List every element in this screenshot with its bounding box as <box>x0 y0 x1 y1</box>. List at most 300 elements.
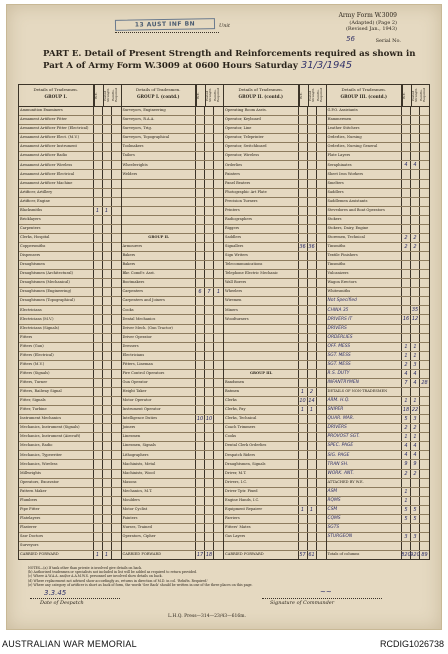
table-row <box>327 170 430 179</box>
row-value <box>94 170 103 178</box>
row-label: Stokers, Dairy, Engine <box>327 225 403 233</box>
row-value <box>299 451 308 459</box>
row-value <box>317 252 326 260</box>
row-value <box>420 161 429 169</box>
row-value <box>196 451 205 459</box>
note-line: (c) Where A.W.A.A. and/or A.A.M.W.S. personnel are involved show details on back. <box>28 574 163 579</box>
row-label: Operators, Cipher <box>122 533 197 541</box>
row-value <box>112 252 121 260</box>
row-value <box>112 551 121 559</box>
row-label: Bandsmen <box>224 379 299 387</box>
row-value <box>112 451 121 459</box>
table-row <box>224 470 326 479</box>
row-value <box>308 306 317 314</box>
row-value <box>299 370 308 378</box>
row-value <box>103 479 112 487</box>
table-row <box>224 451 326 460</box>
serial-value: 56 <box>346 35 355 43</box>
row-label: Operator, Switchboard <box>224 143 299 151</box>
row-value <box>402 334 411 342</box>
row-value <box>317 288 326 296</box>
row-value <box>103 542 112 550</box>
row-value <box>299 198 308 206</box>
row-value <box>308 279 317 287</box>
row-value: 2 <box>402 424 411 432</box>
row-value <box>196 170 205 178</box>
row-label: Armament Artificer Radio <box>19 152 94 160</box>
row-value <box>420 279 429 287</box>
row-value <box>205 216 214 224</box>
row-label: Mechanics, Instrument (Signals) <box>19 424 94 432</box>
table-row <box>327 334 430 343</box>
row-value: 6 <box>196 288 205 296</box>
header-label <box>19 85 94 106</box>
row-value <box>112 388 121 396</box>
table-row <box>224 297 326 306</box>
row-value <box>112 424 121 432</box>
row-label: Dental Clerk Orderlies <box>224 442 299 450</box>
row-value: 3 <box>411 533 420 541</box>
row-value <box>103 424 112 432</box>
row-value: 820 <box>401 552 411 559</box>
row-value <box>420 288 429 296</box>
row-label: Nurses, Trained <box>122 524 197 532</box>
row-value <box>420 325 429 333</box>
row-value <box>112 479 121 487</box>
row-value <box>308 234 317 242</box>
row-label: Seraphinates <box>327 161 403 169</box>
row-value: 89 <box>421 552 428 559</box>
table-row <box>224 143 326 152</box>
row-value <box>112 506 121 514</box>
row-label: DETAILS OF NON-TRADESMEN <box>327 388 403 396</box>
title-main: PART E. Detail of Present Strength and Reinforcements required as shown in Part A of Army Form W.3009 at 0600 Hours Saturday <box>43 49 416 71</box>
row-label: Painters <box>224 170 299 178</box>
row-value <box>214 379 223 387</box>
note-line: (e) Where any category of artificer is short as back of form, the words 'See Back' should be written in one of the three places on this page. <box>28 582 253 587</box>
row-value <box>402 134 411 142</box>
row-value <box>94 325 103 333</box>
table-row <box>19 279 121 288</box>
row-label: Printers <box>224 207 299 215</box>
row-label: Joiners <box>122 424 197 432</box>
row-label: Lithographers <box>122 451 197 459</box>
row-value: 1 <box>299 506 308 514</box>
row-label: Fitters (Electrical) <box>19 352 94 360</box>
table-row <box>224 551 326 559</box>
row-value <box>112 325 121 333</box>
row-label: Telephone Electric Mechanic <box>224 270 299 278</box>
row-label: Tailors <box>122 152 197 160</box>
row-label: Linesmen, Signals <box>122 442 197 450</box>
row-label <box>224 542 299 550</box>
table-row <box>19 388 121 397</box>
row-value: 1 <box>216 289 221 296</box>
row-value <box>308 225 317 233</box>
table-row <box>19 198 121 207</box>
row-value <box>112 243 121 251</box>
row-value <box>196 225 205 233</box>
table-row <box>224 388 326 397</box>
table-row <box>19 270 121 279</box>
table-row <box>122 207 224 216</box>
row-value: 3 <box>402 533 411 541</box>
row-value <box>205 234 214 242</box>
table-row <box>224 279 326 288</box>
table-row <box>122 515 224 524</box>
row-value <box>103 406 112 414</box>
row-value <box>420 433 429 441</box>
row-value <box>299 442 308 450</box>
table-row <box>122 198 224 207</box>
row-label: SNIPER <box>327 406 403 414</box>
row-label: Gun Operator <box>122 379 197 387</box>
row-value <box>214 388 223 396</box>
table-row <box>327 506 430 515</box>
row-value <box>308 442 317 450</box>
row-label: Clerks, Pay <box>224 406 299 414</box>
row-value <box>317 325 326 333</box>
row-value <box>299 161 308 169</box>
row-value <box>112 397 121 405</box>
row-label <box>122 207 197 215</box>
row-label: CSM <box>327 506 403 514</box>
row-value <box>196 216 205 224</box>
row-value <box>308 533 317 541</box>
archive-id: RCDIG1026738 <box>379 639 444 649</box>
table-row <box>327 189 430 198</box>
dispatch-label: Date of Despatch <box>40 600 84 606</box>
row-value <box>317 506 326 514</box>
table-row <box>224 288 326 297</box>
signature-label: Signature of Commander <box>270 600 335 606</box>
row-value <box>308 433 317 441</box>
table-row <box>327 325 430 334</box>
row-label: Saddlemen Assistants <box>327 198 403 206</box>
row-label: Height Taker <box>122 388 197 396</box>
row-value <box>402 524 411 532</box>
table-row <box>19 288 121 297</box>
row-label: Moulders <box>122 497 197 505</box>
row-value <box>420 406 429 414</box>
table-row <box>224 424 326 433</box>
row-value <box>420 170 429 178</box>
row-label: Tinsmiths <box>327 243 403 251</box>
row-label: SGTS <box>327 524 403 532</box>
table-row <box>224 442 326 451</box>
row-value <box>103 442 112 450</box>
row-value: 4 <box>402 370 411 378</box>
row-value <box>196 252 205 260</box>
row-value <box>308 216 317 224</box>
row-value <box>214 279 223 287</box>
row-value <box>317 116 326 124</box>
row-value <box>299 125 308 133</box>
row-value <box>94 315 103 323</box>
row-value <box>205 189 214 197</box>
row-label: Electricians (Signals) <box>19 325 94 333</box>
row-value <box>196 243 205 251</box>
row-value <box>402 116 411 124</box>
row-value <box>112 370 121 378</box>
table-row <box>224 189 326 198</box>
row-value <box>94 343 103 351</box>
table-row <box>122 460 224 469</box>
row-value <box>103 152 112 160</box>
row-label: Mechanics, Wireless <box>19 460 94 468</box>
table-row <box>19 451 121 460</box>
row-value <box>411 143 420 151</box>
row-value <box>420 542 429 550</box>
row-label: Toolmakers <box>122 143 197 151</box>
row-value <box>103 352 112 360</box>
row-value <box>205 352 214 360</box>
row-value <box>94 442 103 450</box>
row-value <box>299 279 308 287</box>
row-value <box>103 107 112 115</box>
row-value <box>112 198 121 206</box>
row-value <box>94 533 103 541</box>
row-value <box>299 315 308 323</box>
header-details: Details of Tradesmen. <box>33 87 79 92</box>
row-value <box>317 343 326 351</box>
row-value <box>317 279 326 287</box>
row-value <box>402 388 411 396</box>
row-value <box>299 297 308 305</box>
row-value: 1 <box>402 343 411 351</box>
row-value <box>112 352 121 360</box>
row-value <box>103 116 112 124</box>
row-value <box>308 524 317 532</box>
table-row <box>224 533 326 542</box>
row-value <box>317 479 326 487</box>
table-row <box>327 134 430 143</box>
row-label: Surveyors, Trig. <box>122 125 197 133</box>
table-row <box>224 152 326 161</box>
row-value <box>94 243 103 251</box>
row-value <box>214 170 223 178</box>
row-label: Fitters, Railway Signal <box>19 388 94 396</box>
row-value <box>308 542 317 550</box>
table-row <box>224 270 326 279</box>
row-label <box>122 189 197 197</box>
table-row <box>19 243 121 252</box>
table-row <box>19 397 121 406</box>
row-value <box>94 198 103 206</box>
table-row <box>122 479 224 488</box>
row-value <box>308 207 317 215</box>
row-value: 4 <box>411 161 420 169</box>
row-label <box>224 334 299 342</box>
row-value <box>94 379 103 387</box>
unit-line <box>115 32 219 33</box>
row-value <box>94 234 103 242</box>
table-row <box>327 198 430 207</box>
row-value <box>299 379 308 387</box>
row-value <box>308 170 317 178</box>
table-row <box>122 288 224 297</box>
table-row <box>327 243 430 252</box>
row-value <box>94 134 103 142</box>
row-value <box>402 189 411 197</box>
row-value <box>112 515 121 523</box>
row-value <box>196 488 205 496</box>
row-value <box>214 270 223 278</box>
row-value <box>103 180 112 188</box>
archive-name: AUSTRALIAN WAR MEMORIAL <box>2 639 137 649</box>
row-label: Wheelwrights <box>122 161 197 169</box>
row-value <box>299 134 308 142</box>
row-value <box>94 460 103 468</box>
row-label: DRIVERS IT <box>327 315 403 323</box>
row-label: Wagon Erectors <box>327 279 403 287</box>
table-row <box>19 479 121 488</box>
row-label: Machinists, Wood <box>122 470 197 478</box>
table-row <box>224 225 326 234</box>
table-row <box>224 515 326 524</box>
row-label: CARRIED FORWARD <box>19 551 94 559</box>
table-row <box>224 243 326 252</box>
row-label: ASM <box>327 488 403 496</box>
table-row <box>19 216 121 225</box>
table-row <box>122 397 224 406</box>
row-value <box>308 152 317 160</box>
row-value <box>196 279 205 287</box>
row-label: Coppersmiths <box>19 243 94 251</box>
row-value <box>214 134 223 142</box>
table-row <box>19 107 121 116</box>
row-value <box>411 207 420 215</box>
row-value <box>94 479 103 487</box>
row-value <box>308 470 317 478</box>
print-code: L.H.Q. Press—314—23/43—616m. <box>168 614 246 619</box>
table-row <box>224 216 326 225</box>
header-subcolumn: Reinfts. Required <box>419 88 427 103</box>
row-value <box>205 198 214 206</box>
table-row <box>327 279 430 288</box>
row-value <box>196 315 205 323</box>
row-label: Carpenters and Joiners <box>122 297 197 305</box>
table-row <box>327 388 430 397</box>
row-value <box>299 415 308 423</box>
row-value <box>112 216 121 224</box>
column-header <box>122 85 224 107</box>
row-value <box>317 460 326 468</box>
row-value <box>214 252 223 260</box>
row-value <box>103 533 112 541</box>
form-line: (Adapted) (Page 2) <box>349 19 397 26</box>
row-label <box>224 361 299 369</box>
row-value <box>411 388 420 396</box>
row-label: Carpenters <box>19 225 94 233</box>
row-label: Clerks, Hospital <box>19 234 94 242</box>
row-value <box>103 325 112 333</box>
row-value <box>411 542 420 550</box>
table-row <box>327 207 430 216</box>
table-row <box>19 297 121 306</box>
table-row <box>122 506 224 515</box>
row-value: 1 <box>308 506 317 514</box>
table-row <box>19 134 121 143</box>
row-value <box>205 225 214 233</box>
table-row <box>122 243 224 252</box>
strength-table <box>18 84 430 560</box>
table-row <box>224 379 326 388</box>
row-value <box>205 533 214 541</box>
row-label: Intelligence Duties <box>122 415 197 423</box>
table-row <box>19 470 121 479</box>
row-value <box>299 470 308 478</box>
row-label: Miners <box>224 306 299 314</box>
row-value <box>196 152 205 160</box>
row-value <box>317 216 326 224</box>
row-value <box>205 470 214 478</box>
row-value <box>94 261 103 269</box>
unit-label: Unit <box>219 23 231 29</box>
table-row <box>224 325 326 334</box>
header-subcolumn: W.E. <box>196 85 205 106</box>
row-value <box>103 506 112 514</box>
row-value <box>308 143 317 151</box>
row-value: 22 <box>411 407 419 414</box>
row-value <box>308 315 317 323</box>
row-value <box>402 152 411 160</box>
row-value <box>112 334 121 342</box>
row-value: 2 <box>411 470 420 478</box>
row-value <box>214 361 223 369</box>
row-label: Vulcanizers <box>327 270 403 278</box>
row-value: 12 <box>411 316 419 323</box>
row-value <box>103 370 112 378</box>
row-value: 7 <box>205 288 214 296</box>
row-label: Batmen <box>224 388 299 396</box>
row-label: Fitters <box>19 334 94 342</box>
row-value <box>112 152 121 160</box>
row-value <box>317 161 326 169</box>
row-value <box>411 334 420 342</box>
row-value <box>317 334 326 342</box>
row-value <box>420 306 429 314</box>
table-row <box>122 152 224 161</box>
row-label: Leather Stitchers <box>327 125 403 133</box>
row-label: Surveyors, Topographical <box>122 134 197 142</box>
row-value <box>112 170 121 178</box>
table-row <box>19 506 121 515</box>
row-value <box>94 488 103 496</box>
table-row <box>122 161 224 170</box>
row-value <box>205 297 214 305</box>
row-value <box>402 542 411 550</box>
row-label: Bkr. Comd'r. Asst. <box>122 270 197 278</box>
row-label: OFF. MESS <box>327 343 403 351</box>
row-label: Carpenters <box>122 288 197 296</box>
row-label: Plasterer <box>19 524 94 532</box>
row-value <box>103 143 112 151</box>
row-value <box>214 297 223 305</box>
row-label: Plumbers <box>19 497 94 505</box>
row-label: Armament Artificer Electrical <box>19 170 94 178</box>
table-column <box>122 85 225 559</box>
row-value <box>112 470 121 478</box>
row-value <box>420 460 429 468</box>
row-value <box>205 170 214 178</box>
row-value <box>317 470 326 478</box>
row-value <box>112 270 121 278</box>
note-line: NOTES—(a) If tank other than private is involved give details on back. <box>28 566 143 570</box>
row-value <box>94 424 103 432</box>
row-label: Operator, Keyboard <box>224 116 299 124</box>
row-value: 2 <box>402 243 411 251</box>
